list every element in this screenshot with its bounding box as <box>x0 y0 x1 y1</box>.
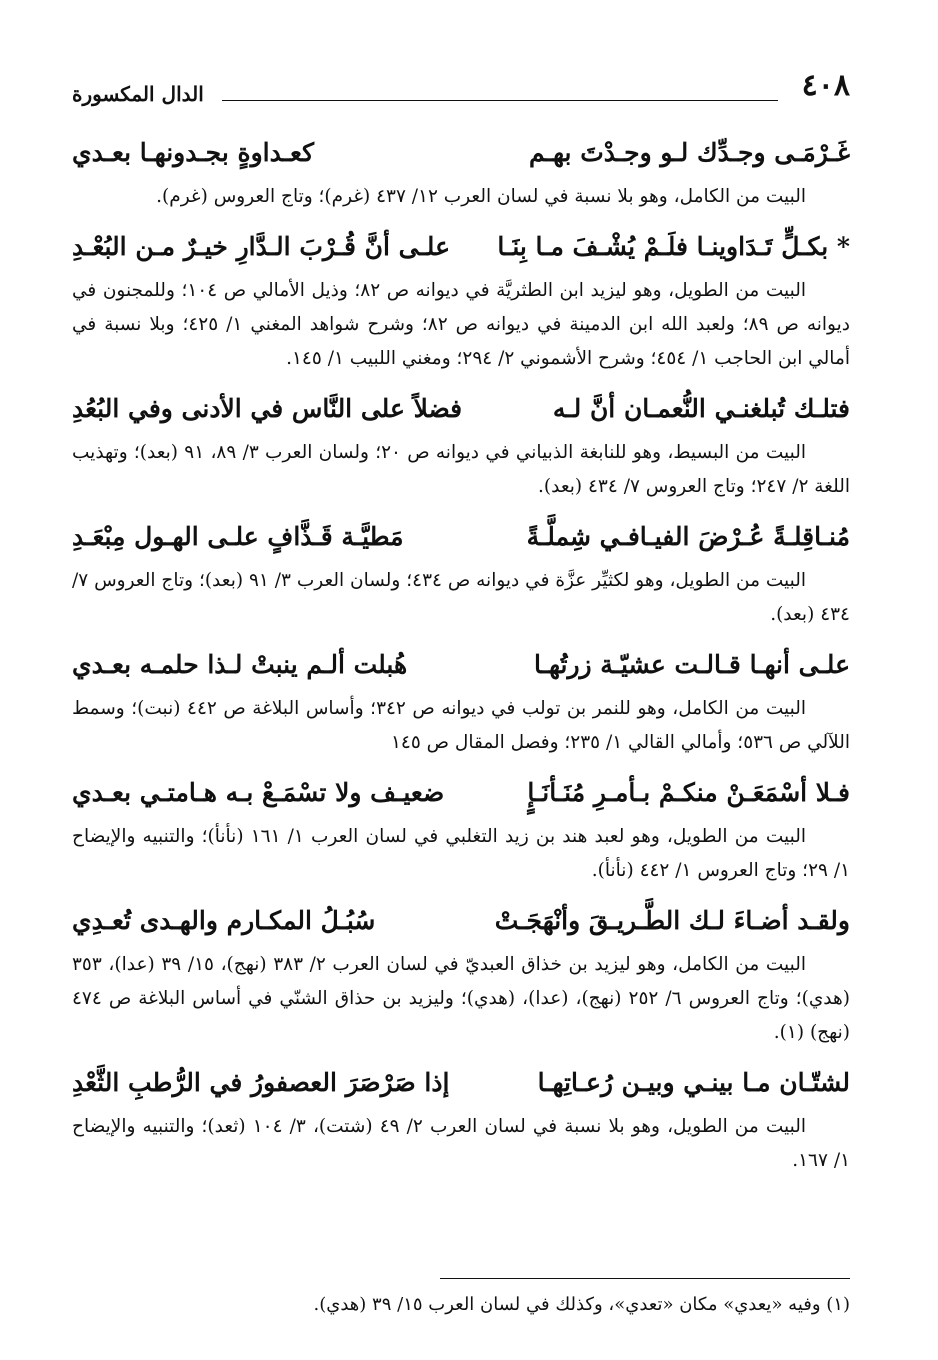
verse-entry <box>72 1056 850 1178</box>
verse-second-hemistich: فضلاً على النَّاس في الأدنى وفي البُعُدِ <box>72 394 463 423</box>
verse-line <box>72 126 850 180</box>
verse-second-hemistich: هُبلت ألـم ينبتْ لـذا حلمـه بعـدي <box>72 650 408 679</box>
footnote-rule <box>440 1278 850 1279</box>
verse-first-hemistich: مُنـاقِلـةً عُـرْضَ الفيـافـي شِملَّـةً <box>526 522 850 551</box>
verse-first-hemistich: غَـرْمَـى وجـدِّك لـو وجـدْتَ بهـم <box>529 138 850 167</box>
verse-first-hemistich: فـلا أسْمَعَـنْ منكـمْ بـأمـرِ مُنَـأنَـإٍ <box>527 778 850 807</box>
verse-entry <box>72 894 850 1050</box>
verse-source-note: البيت من الطويل، وهو ليزيد ابن الطثريَّة في ديوانه ص ٨٢؛ وذيل الأمالي ص ١٠٤؛ وللمجنون في ديوانه ص ٨٩؛ ولعبد الله ابن الدمينة في ديوانه ص ٨٢؛ وشرح شواهد المغني ١/ ٤٢٥؛ وبلا نسبة في أمالي ابن الحاجب ١/ ٤٥٤؛ وشرح الأشموني ٢/ ٢٩٤؛ ومغني اللبيب ١/ ١٤٥. <box>72 280 850 369</box>
verse-line <box>72 894 850 948</box>
verse-first-hemistich: ولقـد أضـاءَ لـك الطَّـريـقَ وأنْهَجَـتْ <box>494 906 850 935</box>
verse-line <box>72 220 850 274</box>
verse-source-note: البيت من الكامل، وهو ليزيد بن خذاق العبديّ في لسان العرب ٢/ ٣٨٣ (نهج)، ١٥/ ٣٩ (عدا)، ٣٥٣ (هدي)؛ وتاج العروس ٦/ ٢٥٢ (نهج)، (عدا)، (هدي)؛ وليزيد بن حذاق الشنّي في أساس البلاغة ص ٤٧٤ (نهج) (١). <box>72 954 850 1043</box>
verse-first-hemistich: علـى أنهـا قـالـت عشيّـة زرتُهـا <box>534 650 850 679</box>
verse-line <box>72 638 850 692</box>
verse-second-hemistich: ضعيـف ولا تسْمَـعْ بـه هـامتـي بعـدي <box>72 778 445 807</box>
verse-source-note: البيت من الكامل، وهو للنمر بن تولب في ديوانه ص ٣٤٢؛ وأساس البلاغة ص ٤٤٢ (نبت)؛ وسمط اللآلي ص ٥٣٦؛ وأمالي القالي ١/ ٢٣٥؛ وفصل المقال ص ١٤٥ <box>72 698 850 753</box>
verse-second-hemistich: كعـداوةٍ بجـدونهـا بعـدي <box>72 138 315 167</box>
verse-first-hemistich: لشتّـان مـا بينـي وبيـن رُعـاتِهـا <box>537 1068 850 1097</box>
verse-entries <box>72 126 850 1184</box>
verse-second-hemistich: مَطيَّـة قَـذَّافٍ علـى الهـول مِبْعَـدِ <box>72 522 404 551</box>
page-header <box>72 68 850 114</box>
verse-line <box>72 382 850 436</box>
verse-second-hemistich: إذا صَرْصَرَ العصفورُ في الرُّطبِ الثَّعْدِ <box>72 1068 450 1097</box>
verse-source-note: البيت من الكامل، وهو بلا نسبة في لسان العرب ١٢/ ٤٣٧ (غرم)؛ وتاج العروس (غرم). <box>156 186 806 207</box>
verse-second-hemistich: علـى أنَّ قُـرْبَ الـدَّارِ خيـرٌ مـن البُعْـدِ <box>72 232 450 261</box>
verse-first-hemistich: * بكـلٍّ تَـدَاوينـا فلَـمْ يُشْـفَ مـا بِنَـا <box>497 232 850 261</box>
verse-line <box>72 510 850 564</box>
verse-entry <box>72 510 850 632</box>
verse-line <box>72 1056 850 1110</box>
verse-source-note: البيت من الطويل، وهو بلا نسبة في لسان العرب ٢/ ٤٩ (شتت)، ٣/ ١٠٤ (ثعد)؛ والتنبيه والإيضاح ١/ ١٦٧. <box>72 1116 850 1171</box>
verse-second-hemistich: سُبُـلُ المكـارم والهـدى تُعـدِي <box>72 906 376 935</box>
verse-source-note: البيت من البسيط، وهو للنابغة الذبياني في ديوانه ص ٢٠؛ ولسان العرب ٣/ ٨٩، ٩١ (بعد)؛ وتهذيب اللغة ٢/ ٢٤٧؛ وتاج العروس ٧/ ٤٣٤ (بعد). <box>72 442 850 497</box>
running-title: الدال المكسورة <box>72 82 204 106</box>
header-rule <box>222 100 778 101</box>
verse-first-hemistich: فتلـك تُبلغنـي النُّعمـان أنَّ لـه <box>552 394 850 423</box>
verse-entry <box>72 220 850 376</box>
verse-entry <box>72 126 850 214</box>
verse-entry <box>72 766 850 888</box>
page-number: ٤٠٨ <box>801 68 850 103</box>
verse-source-note: البيت من الطويل، وهو لكثيِّر عزَّة في ديوانه ص ٤٣٤؛ ولسان العرب ٣/ ٩١ (بعد)؛ وتاج العروس ٧/ ٤٣٤ (بعد). <box>72 570 850 625</box>
footnote: (١) وفيه «يعدي» مكان «تعدي»، وكذلك في لسان العرب ١٥/ ٣٩ (هدي). <box>313 1294 850 1315</box>
verse-entry <box>72 638 850 760</box>
verse-line <box>72 766 850 820</box>
verse-source-note: البيت من الطويل، وهو لعبد هند بن زيد التغلبي في لسان العرب ١/ ١٦١ (نأنأ)؛ والتنبيه والإيضاح ١/ ٢٩؛ وتاج العروس ١/ ٤٤٢ (نأنأ). <box>72 826 850 881</box>
verse-entry <box>72 382 850 504</box>
